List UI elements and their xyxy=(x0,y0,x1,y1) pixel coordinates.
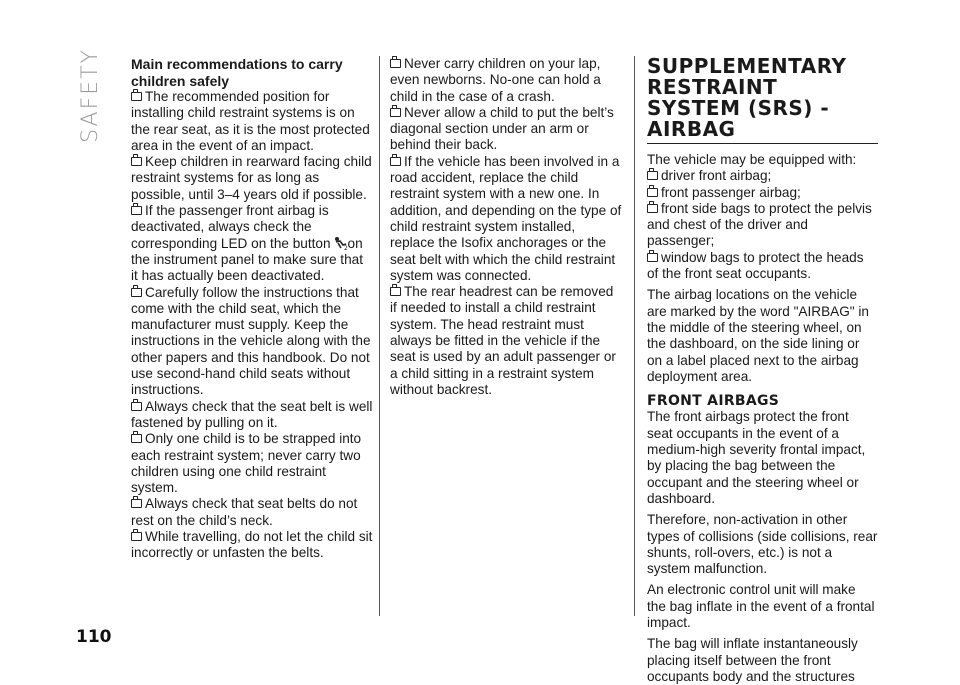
list-item: Never allow a child to put the belt’s diagonal section under an arm or behind their back. xyxy=(390,104,614,153)
bullet-icon xyxy=(131,532,142,541)
bullet-icon xyxy=(131,402,142,411)
list-item: Never carry children on your lap, even newborns. No-one can hold a child in the case of a crash. xyxy=(390,56,601,104)
bullet-icon xyxy=(131,499,142,508)
column-divider xyxy=(379,56,380,616)
list-item: The rear headrest can be removed if needed to install a child restraint system. The head restraint must always be fitted in the vehicle if the seat is used by an adult passenger or a child sitting in a restraint system without backrest. xyxy=(390,284,616,397)
section-title: SUPPLEMENTARY RESTRAINT SYSTEM (SRS) - AIRBAG xyxy=(647,56,878,144)
list-item: Only one child is to be strapped into each restraint system; never carry two children using one child restraint system. xyxy=(131,431,362,496)
list-item: The recommended position for installing child restraint systems is on the rear seat, as it is the most protected area in the event of an impact. xyxy=(131,89,370,153)
section-sidebar-label: SAFETY xyxy=(78,48,103,143)
list-item: window bags to protect the heads of the front seat occupants. xyxy=(647,249,864,282)
column-3 xyxy=(647,56,878,685)
bullet-icon xyxy=(647,188,658,197)
column-1 xyxy=(131,56,373,562)
page-number: 110 xyxy=(76,627,112,647)
list-item: While travelling, do not let the child sit incorrectly or unfasten the belts. xyxy=(131,529,373,561)
block-heading: Main recommendations to carry children safely xyxy=(131,56,343,89)
list-item: Carefully follow the instructions that come with the child seat, which the manufacturer must supply. Keep the instructions in the vehicle along with the other papers and this handbook. Do not use second-hand child seats without instructions. xyxy=(131,284,371,398)
bullet-icon xyxy=(647,171,658,180)
airbag-off-icon xyxy=(334,236,348,250)
list-item: driver front airbag; xyxy=(647,168,878,184)
bullet-icon xyxy=(131,206,142,215)
column-2 xyxy=(390,56,622,398)
bullet-icon xyxy=(131,288,142,297)
bullet-icon xyxy=(390,59,401,68)
paragraph: Therefore, non-activation in other types of collisions (side collisions, rear shunts, roll-overs, etc.) is not a system malfunction. xyxy=(647,512,878,577)
bullet-icon xyxy=(390,287,401,296)
bullet-icon xyxy=(131,434,142,443)
paragraph: An electronic control unit will make the bag inflate in the event of a frontal impact. xyxy=(647,582,875,631)
list-item: If the vehicle has been involved in a road accident, replace the child restraint system with a new one. In addition, and depending on the type of child restraint system installed, replace the Isofix anchorages or the seat belt with which the child restraint system was connected. xyxy=(390,153,622,283)
paragraph: The airbag locations on the vehicle are marked by the word "AIRBAG" in the middle of the steering wheel, on the dashboard, on the side lining or on a label placed next to the airbag deployment area. xyxy=(647,287,869,384)
list-item: front passenger airbag; xyxy=(647,185,878,201)
bullet-icon xyxy=(647,253,658,262)
column-divider xyxy=(634,56,635,616)
svg-text:2: 2 xyxy=(343,244,348,250)
list-item: If the passenger front airbag is deactivated, always check the corresponding LED on the button 2 on the instrument panel to make sure that it has actually been deactivated. xyxy=(131,203,363,284)
sub-heading: FRONT AIRBAGS xyxy=(647,393,780,410)
bullet-icon xyxy=(390,108,401,117)
bullet-icon xyxy=(647,204,658,213)
list-item: Always check that seat belts do not rest on the child’s neck. xyxy=(131,496,358,528)
paragraph: The vehicle may be equipped with: xyxy=(647,152,857,167)
list-item: front side bags to protect the pelvis and chest of the driver and passenger; xyxy=(647,200,872,249)
list-item: Always check that the seat belt is well fastened by pulling on it. xyxy=(131,398,373,430)
list-item: Keep children in rearward facing child restraint systems for as long as possible, until 3–4 years old if possible. xyxy=(131,154,372,202)
bullet-icon xyxy=(390,157,401,166)
bullet-icon xyxy=(131,157,142,166)
bullet-icon xyxy=(131,92,142,101)
paragraph: The bag will inflate instantaneously placing itself between the front occupants body and the structures xyxy=(647,636,858,684)
paragraph: The front airbags protect the front seat occupants in the event of a medium-high severity frontal impact, by placing the bag between the occupant and the steering wheel or dashboard. xyxy=(647,409,866,506)
